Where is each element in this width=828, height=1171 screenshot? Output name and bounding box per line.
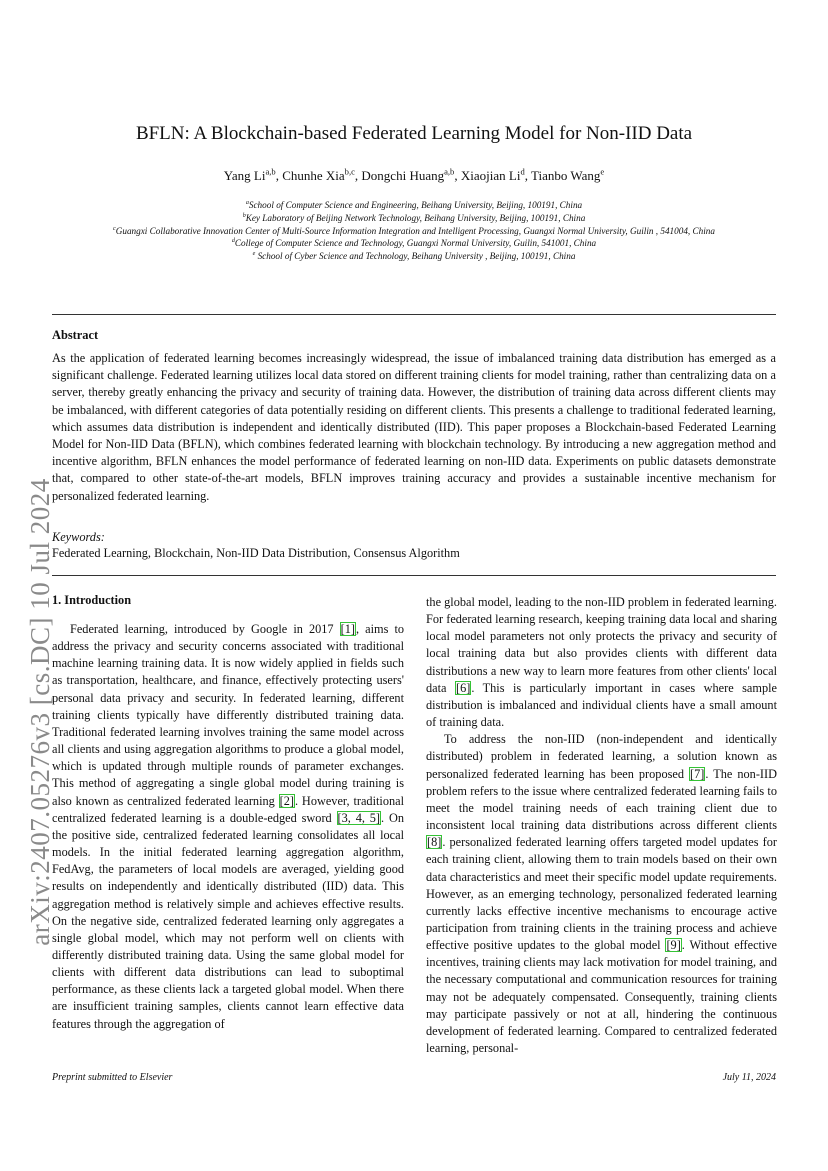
keywords-text: Federated Learning, Blockchain, Non-IID Data Distribution, Consensus Algorithm [52,546,460,560]
affiliation-mark: b [242,212,246,219]
right-column [426,594,777,1057]
author-affiliation-mark: a,b [265,166,276,177]
affiliation-text: College of Computer Science and Technology, Guangxi Normal University, Guilin, 541001, China [234,238,597,249]
footer-date: July 11, 2024 [722,1072,776,1083]
citation-link[interactable]: [8] [427,835,442,850]
abstract-divider [52,575,776,576]
body-text: . Without effective incentives, training clients may lack motivation for model training, and the necessary computational and communication resources for training may not be adequately compensated. Consequently, training clients may participate passively or not at all, hindering the continuous development of federated learning. Compared to centralized federated learning, personal- [426,938,777,1056]
section-heading: 1. Introduction [52,593,132,607]
author: Tianbo Wang [531,168,601,183]
affiliation [40,237,788,250]
author: Chunhe Xia [282,168,345,183]
citation-link[interactable]: [1] [340,622,355,636]
body-text: To address the non-IID (non-independent and identically distributed) problem in federated learning, a solution known as personalized federated learning has been proposed [426,732,777,781]
affiliation-mark: d [231,238,235,245]
citation-link[interactable]: [3, 4, 5] [337,810,381,825]
affiliation-text: Guangxi Collaborative Innovation Center of Multi-Source Information Integration and Intelligent Processing, Guangxi Normal University, Guilin , 541004, China [115,225,715,236]
author-affiliation-mark: b,c [344,166,355,177]
keywords-heading: Keywords: [52,530,105,544]
citation-link[interactable]: [7] [690,766,705,781]
body-text: . The non-IID problem refers to the issue where centralized federated learning fails to meet the model training needs of each training client due to inconsistent local training data distributions across different clients [426,766,777,833]
paragraph [426,731,777,1057]
body-text: . This is particularly important in cases where sample distribution is imbalanced and individual clients have a small amount of training data. [426,680,777,730]
body-text: the global model, leading to the non-IID problem in federated learning. For federated learning research, keeping training data local and sharing local model parameters not only protects the privacy and security of local training data but also provides clients with different data distributions a new way to learn more features from other clients' local data [426,595,777,695]
citation-link[interactable]: [6] [455,680,471,695]
body-text: Federated learning, introduced by Google in 2017 [70,622,340,636]
author-list: Yang Li$^{a,b}$, Chunhe Xia$^{b,c}$, Dongchi Huang$^{a,b}$, Xiaojian Li$^d$, Tianbo Wang$^e$ [223,166,605,183]
citation-link[interactable]: [9] [666,938,681,953]
affiliation [40,199,788,212]
footer-submission-note: Preprint submitted to Elsevier [52,1072,173,1083]
author-affiliation-mark: d [520,166,525,177]
paragraph [52,621,404,1033]
author: Dongchi Huang [361,168,445,183]
author-affiliation-mark: e [600,166,605,177]
affiliation-mark: a [245,199,249,206]
paper-title: BFLN: A Blockchain-based Federated Learning Model for Non-IID Data [135,123,693,144]
paragraph [426,594,777,731]
affiliation-text: Key Laboratory of Beijing Network Technology, Beihang University, Beijing, 100191, China [245,212,586,223]
affiliation-mark: e [252,251,256,258]
abstract-text: As the application of federated learning becomes increasingly widespread, the issue of imbalanced training data distribution has emerged as a significant challenge. Federated learning utilizes local data stored on different training clients for model training, rather than centralizing data on a server, thereby greatly enhancing the privacy and security of training data. However, the distribution of training data across different clients may be imbalanced, with different categories of data potentially residing on different clients. This presents a challenge to traditional federated learning, which assumes data distribution is independent and identically distributed (IID). This paper proposes a Blockchain-based Federated Learning Model for Non-IID Data (BFLN), which combines federated learning with blockchain technology. By introducing a new aggregation method and incentive algorithm, BFLN enhances the model performance of federated learning on non-IID data. Experiments on public datasets demonstrate that, compared to other state-of-the-art models, BFLN improves training accuracy and provides a sustainable incentive mechanism for personalized federated learning. [52,351,776,503]
body-text: . On the positive side, centralized federated learning consolidates all local models. In the initial federated learning aggregation algorithm, FedAvg, the parameters of local models are averaged, yielding good results on independently and identically distributed (IID) data. This aggregation method is relatively simple and achieves effective results. On the negative side, centralized federated learning only aggregates a single global model, which may not perform well on clients with differently distributed training data. Using the same global model for clients with different data distributions can lead to suboptimal performance, as these clients lack a targeted global model. When there are insufficient training samples, clients cannot learn effective data features through the aggregation of [52,810,404,1031]
body-text: . personalized federated learning offers targeted model updates for each training client, allowing them to train models based on their own data characteristics and meet their specific model update requirements. However, as an emerging technology, personalized federated learning currently lacks effective incentive mechanisms to encourage active participation from training clients in the training process and achieve effective positive updates to the global model [426,835,777,953]
affiliation [40,225,788,238]
left-column [52,621,404,1033]
author: Yang Li [223,168,266,183]
arxiv-identifier: arXiv:2407.05276v3 [cs.DC] 10 Jul 2024 [25,478,55,946]
affiliation-list [40,199,788,263]
abstract-heading: Abstract [52,328,99,342]
body-text: , aims to address the privacy and security concerns associated with traditional machine learning training data. It is now widely applied in fields such as transportation, healthcare, and finance, effectively protecting users' personal data privacy and security. In federated learning, different training clients typically have differently distributed training data. Traditional federated learning involves training the same model across all clients and using aggregation algorithms to produce a global model, which is updated through multiple rounds of parameter exchanges. This method of aggregating a single global model during training is also known as centralized federated learning [52,622,405,808]
affiliation [40,250,788,263]
affiliation-text: School of Computer Science and Engineering, Beihang University, Beijing, 100191, China [248,200,583,210]
author-affiliation-mark: a,b [444,166,455,177]
author: Xiaojian Li [460,168,521,183]
affiliation [40,212,788,225]
header-divider [52,314,776,315]
affiliation-text: School of Cyber Science and Technology, Beihang University , Beijing, 100191, China [255,251,576,262]
affiliation-mark: c [113,225,116,232]
citation-link[interactable]: [2] [279,793,294,808]
body-text: . However, traditional centralized federated learning is a double-edged sword [52,793,404,825]
